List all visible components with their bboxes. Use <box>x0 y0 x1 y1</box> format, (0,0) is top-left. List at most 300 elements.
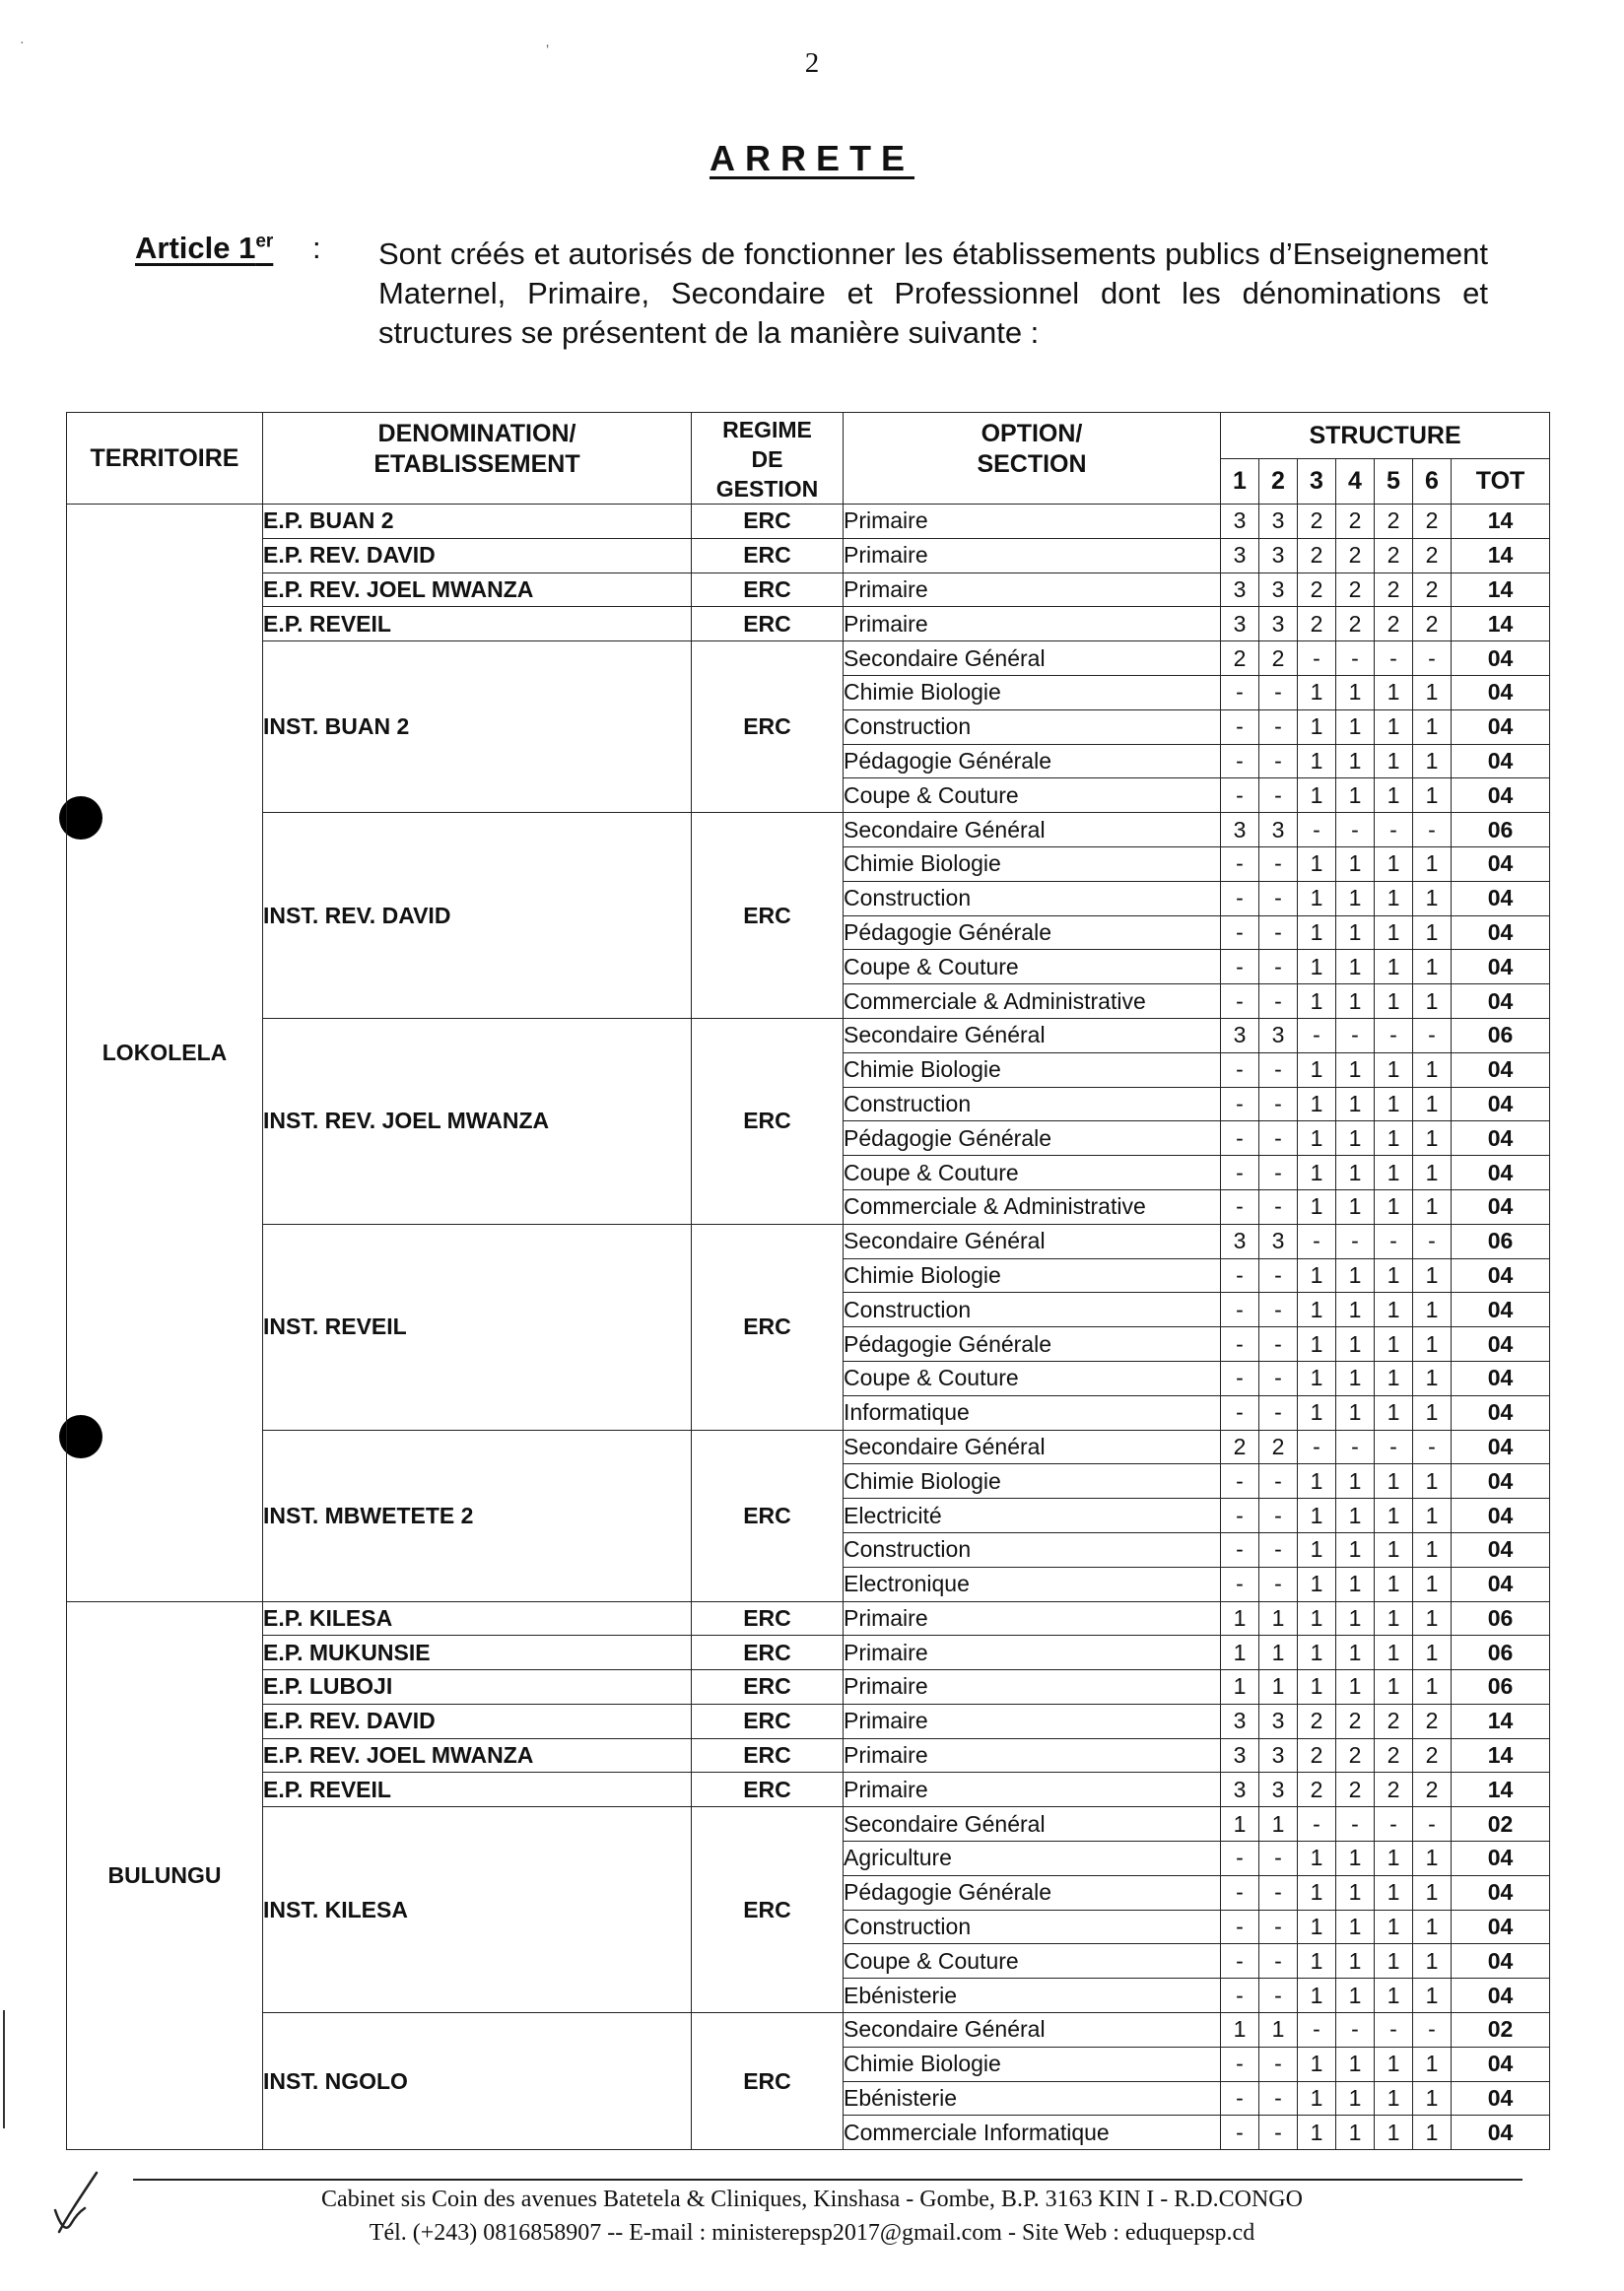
total-cell: 04 <box>1452 1395 1550 1430</box>
regime-cell: ERC <box>692 1224 844 1430</box>
structure-cell-6: 1 <box>1413 1875 1452 1910</box>
structure-cell-5: - <box>1375 641 1413 676</box>
option-cell: Commerciale & Administrative <box>844 984 1221 1019</box>
structure-cell-6: 1 <box>1413 1499 1452 1533</box>
total-cell: 04 <box>1452 1189 1550 1224</box>
structure-cell-4: 1 <box>1336 1670 1375 1705</box>
structure-cell-4: 1 <box>1336 1052 1375 1087</box>
structure-cell-4: 1 <box>1336 984 1375 1019</box>
header-col-5: 5 <box>1375 459 1413 505</box>
structure-cell-2: - <box>1259 2081 1298 2116</box>
structure-cell-5: 1 <box>1375 2116 1413 2150</box>
total-cell: 06 <box>1452 1018 1550 1052</box>
option-cell: Secondaire Général <box>844 1807 1221 1842</box>
structure-cell-6: 1 <box>1413 1327 1452 1362</box>
document-title <box>0 138 1624 179</box>
denomination-cell: E.P. REVEIL <box>263 607 692 641</box>
structure-cell-4: 2 <box>1336 505 1375 539</box>
structure-cell-6: 1 <box>1413 1532 1452 1567</box>
structure-cell-6: 1 <box>1413 1395 1452 1430</box>
structure-cell-5: 1 <box>1375 1189 1413 1224</box>
structure-cell-3: - <box>1298 2013 1336 2048</box>
structure-cell-2: - <box>1259 1499 1298 1533</box>
territoire-cell: LOKOLELA <box>67 505 263 1602</box>
structure-cell-6: 1 <box>1413 1121 1452 1156</box>
structure-cell-6: 1 <box>1413 1601 1452 1636</box>
structure-cell-1: - <box>1221 984 1259 1019</box>
structure-cell-5: 1 <box>1375 1567 1413 1601</box>
structure-cell-4: 1 <box>1336 1258 1375 1293</box>
structure-cell-2: 3 <box>1259 813 1298 847</box>
structure-cell-2: - <box>1259 1361 1298 1395</box>
structure-cell-1: - <box>1221 1567 1259 1601</box>
structure-cell-5: 1 <box>1375 1395 1413 1430</box>
structure-cell-1: - <box>1221 1121 1259 1156</box>
structure-cell-5: 2 <box>1375 1738 1413 1773</box>
option-cell: Primaire <box>844 1670 1221 1705</box>
option-cell: Pédagogie Générale <box>844 915 1221 950</box>
structure-cell-2: - <box>1259 675 1298 709</box>
table-row <box>67 1636 1550 1670</box>
footer-rule <box>133 2179 1522 2181</box>
structure-cell-2: - <box>1259 778 1298 813</box>
table-row <box>67 1224 1550 1258</box>
structure-cell-3: 1 <box>1298 1601 1336 1636</box>
structure-cell-6: 1 <box>1413 1052 1452 1087</box>
structure-cell-1: - <box>1221 1875 1259 1910</box>
structure-cell-2: - <box>1259 1979 1298 2013</box>
total-cell: 04 <box>1452 1499 1550 1533</box>
total-cell: 14 <box>1452 1773 1550 1807</box>
total-cell: 04 <box>1452 950 1550 984</box>
structure-cell-5: 1 <box>1375 1121 1413 1156</box>
structure-cell-4: 1 <box>1336 1636 1375 1670</box>
structure-cell-2: - <box>1259 1087 1298 1121</box>
denomination-cell: E.P. REVEIL <box>263 1773 692 1807</box>
total-cell: 04 <box>1452 2047 1550 2081</box>
structure-cell-1: 3 <box>1221 607 1259 641</box>
option-cell: Construction <box>844 1293 1221 1327</box>
structure-cell-2: - <box>1259 1944 1298 1979</box>
structure-cell-1: - <box>1221 1464 1259 1499</box>
option-cell: Coupe & Couture <box>844 1156 1221 1190</box>
structure-cell-4: 1 <box>1336 1327 1375 1362</box>
structure-cell-3: 1 <box>1298 1052 1336 1087</box>
denomination-cell: E.P. REV. DAVID <box>263 1704 692 1738</box>
option-cell: Construction <box>844 1532 1221 1567</box>
option-cell: Commerciale & Administrative <box>844 1189 1221 1224</box>
table-row <box>67 538 1550 573</box>
total-cell: 04 <box>1452 1258 1550 1293</box>
structure-cell-6: 1 <box>1413 1293 1452 1327</box>
structure-cell-5: 1 <box>1375 950 1413 984</box>
structure-cell-5: - <box>1375 813 1413 847</box>
structure-cell-5: 2 <box>1375 607 1413 641</box>
option-cell: Commerciale Informatique <box>844 2116 1221 2150</box>
structure-cell-3: 1 <box>1298 675 1336 709</box>
structure-cell-1: - <box>1221 1327 1259 1362</box>
total-cell: 06 <box>1452 1224 1550 1258</box>
structure-cell-6: 1 <box>1413 778 1452 813</box>
structure-cell-6: 1 <box>1413 1464 1452 1499</box>
structure-cell-5: 1 <box>1375 744 1413 778</box>
structure-cell-5: 1 <box>1375 709 1413 744</box>
structure-cell-6: - <box>1413 1807 1452 1842</box>
option-cell: Informatique <box>844 1395 1221 1430</box>
structure-cell-4: - <box>1336 641 1375 676</box>
structure-cell-4: 1 <box>1336 1293 1375 1327</box>
structure-cell-5: - <box>1375 1018 1413 1052</box>
structure-cell-4: 1 <box>1336 709 1375 744</box>
structure-cell-4: - <box>1336 1807 1375 1842</box>
structure-cell-2: - <box>1259 950 1298 984</box>
denomination-cell: E.P. REV. DAVID <box>263 538 692 573</box>
option-cell: Construction <box>844 1087 1221 1121</box>
structure-cell-3: 1 <box>1298 778 1336 813</box>
total-cell: 04 <box>1452 1087 1550 1121</box>
structure-cell-2: - <box>1259 1052 1298 1087</box>
structure-cell-1: - <box>1221 744 1259 778</box>
structure-cell-3: - <box>1298 1430 1336 1464</box>
structure-cell-1: - <box>1221 1499 1259 1533</box>
structure-cell-3: 2 <box>1298 607 1336 641</box>
structure-cell-6: 2 <box>1413 538 1452 573</box>
option-cell: Electricité <box>844 1499 1221 1533</box>
structure-cell-2: - <box>1259 881 1298 915</box>
table-row <box>67 1738 1550 1773</box>
structure-cell-3: 1 <box>1298 1327 1336 1362</box>
structure-cell-2: - <box>1259 1258 1298 1293</box>
structure-cell-3: - <box>1298 641 1336 676</box>
structure-cell-6: 1 <box>1413 2047 1452 2081</box>
denomination-cell: INST. MBWETETE 2 <box>263 1430 692 1601</box>
structure-cell-6: - <box>1413 641 1452 676</box>
structure-cell-5: 1 <box>1375 984 1413 1019</box>
footer-address: Cabinet sis Coin des avenues Batetela & Cliniques, Kinshasa - Gombe, B.P. 3163 KIN I - R.D.CONGO <box>321 2187 1303 2212</box>
structure-cell-4: 1 <box>1336 675 1375 709</box>
structure-cell-6: 1 <box>1413 881 1452 915</box>
structure-cell-2: 3 <box>1259 573 1298 607</box>
structure-cell-4: 2 <box>1336 607 1375 641</box>
table-row <box>67 641 1550 676</box>
structure-cell-3: 1 <box>1298 1532 1336 1567</box>
table-row <box>67 1807 1550 1842</box>
structure-cell-2: 3 <box>1259 1018 1298 1052</box>
structure-cell-1: - <box>1221 2116 1259 2150</box>
structure-cell-6: 2 <box>1413 1704 1452 1738</box>
structure-cell-5: - <box>1375 2013 1413 2048</box>
table-row <box>67 1670 1550 1705</box>
structure-cell-1: 3 <box>1221 573 1259 607</box>
structure-cell-2: - <box>1259 915 1298 950</box>
regime-cell: ERC <box>692 573 844 607</box>
total-cell: 06 <box>1452 1601 1550 1636</box>
structure-cell-1: - <box>1221 915 1259 950</box>
regime-cell: ERC <box>692 2013 844 2150</box>
header-col-tot: TOT <box>1452 459 1550 505</box>
option-cell: Chimie Biologie <box>844 1052 1221 1087</box>
structure-cell-1: - <box>1221 1532 1259 1567</box>
option-cell: Ebénisterie <box>844 1979 1221 2013</box>
article-text: Sont créés et autorisés de fonctionner les établissements publics d’Enseignement Maternel, Primaire, Secondaire et Professionnel dont les dénominations et structures se présentent de la manière suivante : <box>378 236 1488 350</box>
total-cell: 04 <box>1452 1910 1550 1944</box>
structure-cell-2: 3 <box>1259 505 1298 539</box>
total-cell: 04 <box>1452 1464 1550 1499</box>
structure-cell-6: - <box>1413 1430 1452 1464</box>
option-cell: Primaire <box>844 1636 1221 1670</box>
structure-cell-1: - <box>1221 1910 1259 1944</box>
option-cell: Primaire <box>844 1738 1221 1773</box>
regime-cell: ERC <box>692 538 844 573</box>
structure-cell-4: 1 <box>1336 2047 1375 2081</box>
structure-cell-1: 3 <box>1221 1018 1259 1052</box>
structure-cell-4: 1 <box>1336 1842 1375 1876</box>
total-cell: 14 <box>1452 1704 1550 1738</box>
structure-cell-6: 1 <box>1413 1361 1452 1395</box>
option-cell: Agriculture <box>844 1842 1221 1876</box>
structure-cell-5: 1 <box>1375 1670 1413 1705</box>
regime-cell: ERC <box>692 1738 844 1773</box>
structure-cell-3: 2 <box>1298 505 1336 539</box>
structure-cell-3: - <box>1298 1018 1336 1052</box>
denomination-cell: INST. REVEIL <box>263 1224 692 1430</box>
structure-cell-3: 1 <box>1298 1910 1336 1944</box>
total-cell: 04 <box>1452 675 1550 709</box>
structure-cell-1: - <box>1221 1979 1259 2013</box>
regime-cell: ERC <box>692 505 844 539</box>
option-cell: Secondaire Général <box>844 1224 1221 1258</box>
structure-cell-5: 1 <box>1375 881 1413 915</box>
structure-cell-5: 2 <box>1375 538 1413 573</box>
structure-cell-1: - <box>1221 709 1259 744</box>
scan-specks: · , <box>20 34 550 49</box>
structure-cell-3: 1 <box>1298 1567 1336 1601</box>
structure-cell-4: 1 <box>1336 915 1375 950</box>
total-cell: 04 <box>1452 1293 1550 1327</box>
option-cell: Electronique <box>844 1567 1221 1601</box>
structure-cell-1: - <box>1221 1156 1259 1190</box>
table-row <box>67 1018 1550 1052</box>
structure-cell-3: 1 <box>1298 2116 1336 2150</box>
structure-cell-4: 1 <box>1336 1189 1375 1224</box>
structure-cell-6: 1 <box>1413 1087 1452 1121</box>
table-row <box>67 2013 1550 2048</box>
structure-cell-6: 1 <box>1413 1979 1452 2013</box>
total-cell: 06 <box>1452 813 1550 847</box>
article-label <box>135 231 273 266</box>
denomination-cell: E.P. BUAN 2 <box>263 505 692 539</box>
structure-cell-4: - <box>1336 813 1375 847</box>
structure-cell-6: 2 <box>1413 573 1452 607</box>
structure-cell-3: 1 <box>1298 1293 1336 1327</box>
structure-cell-6: 1 <box>1413 1156 1452 1190</box>
structure-cell-6: 1 <box>1413 709 1452 744</box>
structure-cell-4: 1 <box>1336 1156 1375 1190</box>
article-colon: : <box>312 231 321 265</box>
structure-cell-1: 3 <box>1221 1738 1259 1773</box>
structure-cell-1: - <box>1221 1395 1259 1430</box>
structure-cell-5: 1 <box>1375 2047 1413 2081</box>
header-col-1: 1 <box>1221 459 1259 505</box>
structure-cell-6: 1 <box>1413 1910 1452 1944</box>
structure-cell-6: 2 <box>1413 505 1452 539</box>
total-cell: 04 <box>1452 1361 1550 1395</box>
structure-cell-5: 1 <box>1375 1464 1413 1499</box>
structure-cell-1: 2 <box>1221 641 1259 676</box>
structure-cell-4: 1 <box>1336 1875 1375 1910</box>
total-cell: 04 <box>1452 984 1550 1019</box>
total-cell: 04 <box>1452 1979 1550 2013</box>
structure-cell-5: 1 <box>1375 1636 1413 1670</box>
regime-cell: ERC <box>692 1773 844 1807</box>
structure-cell-4: 2 <box>1336 1704 1375 1738</box>
structure-cell-5: 1 <box>1375 1979 1413 2013</box>
structure-cell-6: 1 <box>1413 915 1452 950</box>
denomination-cell: E.P. LUBOJI <box>263 1670 692 1705</box>
structure-cell-4: 1 <box>1336 846 1375 881</box>
structure-cell-6: 2 <box>1413 607 1452 641</box>
total-cell: 04 <box>1452 1121 1550 1156</box>
article-label-sup: er <box>255 231 274 252</box>
denomination-cell: E.P. REV. JOEL MWANZA <box>263 1738 692 1773</box>
structure-cell-4: 1 <box>1336 1361 1375 1395</box>
structure-cell-5: 1 <box>1375 915 1413 950</box>
total-cell: 14 <box>1452 607 1550 641</box>
regime-cell: ERC <box>692 813 844 1019</box>
structure-cell-2: - <box>1259 1875 1298 1910</box>
header-regime: REGIME DE GESTION <box>692 413 844 505</box>
structure-cell-5: 1 <box>1375 1258 1413 1293</box>
structure-cell-1: - <box>1221 1087 1259 1121</box>
structure-cell-2: 3 <box>1259 607 1298 641</box>
table-row <box>67 505 1550 539</box>
structure-cell-1: - <box>1221 1189 1259 1224</box>
denomination-cell: E.P. KILESA <box>263 1601 692 1636</box>
structure-cell-3: - <box>1298 813 1336 847</box>
total-cell: 04 <box>1452 709 1550 744</box>
total-cell: 04 <box>1452 744 1550 778</box>
option-cell: Chimie Biologie <box>844 2047 1221 2081</box>
structure-cell-5: 1 <box>1375 1875 1413 1910</box>
total-cell: 04 <box>1452 1327 1550 1362</box>
total-cell: 04 <box>1452 1944 1550 1979</box>
structure-cell-1: 3 <box>1221 505 1259 539</box>
structure-cell-1: - <box>1221 1258 1259 1293</box>
structure-cell-3: 2 <box>1298 1738 1336 1773</box>
structure-cell-1: 1 <box>1221 1807 1259 1842</box>
total-cell: 14 <box>1452 538 1550 573</box>
structure-cell-2: - <box>1259 1121 1298 1156</box>
structure-cell-6: 1 <box>1413 846 1452 881</box>
structure-cell-1: 3 <box>1221 1704 1259 1738</box>
structure-cell-4: 1 <box>1336 1395 1375 1430</box>
structure-cell-4: 1 <box>1336 1464 1375 1499</box>
structure-cell-3: 1 <box>1298 881 1336 915</box>
structure-cell-3: 1 <box>1298 1189 1336 1224</box>
structure-cell-1: - <box>1221 1052 1259 1087</box>
structure-cell-2: 1 <box>1259 1670 1298 1705</box>
structure-cell-2: 1 <box>1259 2013 1298 2048</box>
total-cell: 04 <box>1452 1875 1550 1910</box>
total-cell: 04 <box>1452 1052 1550 1087</box>
option-cell: Secondaire Général <box>844 2013 1221 2048</box>
regime-cell: ERC <box>692 1670 844 1705</box>
structure-cell-1: 1 <box>1221 1601 1259 1636</box>
structure-cell-4: 1 <box>1336 950 1375 984</box>
structure-cell-5: 2 <box>1375 1773 1413 1807</box>
structure-cell-5: 1 <box>1375 1087 1413 1121</box>
scan-margin-mark <box>3 2010 5 2128</box>
structure-cell-3: 1 <box>1298 1499 1336 1533</box>
option-cell: Secondaire Général <box>844 641 1221 676</box>
structure-cell-1: 3 <box>1221 1773 1259 1807</box>
structure-cell-3: - <box>1298 1807 1336 1842</box>
header-structure: STRUCTURE <box>1221 413 1550 459</box>
option-cell: Primaire <box>844 505 1221 539</box>
total-cell: 04 <box>1452 1156 1550 1190</box>
structure-cell-4: 1 <box>1336 744 1375 778</box>
denomination-cell: INST. REV. JOEL MWANZA <box>263 1018 692 1224</box>
regime-cell: ERC <box>692 1807 844 2013</box>
structure-cell-3: 1 <box>1298 1842 1336 1876</box>
structure-cell-2: 3 <box>1259 538 1298 573</box>
page-number: 2 <box>804 47 820 79</box>
structure-cell-4: 1 <box>1336 1601 1375 1636</box>
regime-cell: ERC <box>692 607 844 641</box>
total-cell: 06 <box>1452 1670 1550 1705</box>
structure-cell-1: - <box>1221 1361 1259 1395</box>
option-cell: Chimie Biologie <box>844 846 1221 881</box>
structure-cell-1: - <box>1221 778 1259 813</box>
option-cell: Construction <box>844 1910 1221 1944</box>
structure-cell-6: 1 <box>1413 744 1452 778</box>
structure-cell-1: 3 <box>1221 813 1259 847</box>
structure-cell-2: 2 <box>1259 641 1298 676</box>
total-cell: 04 <box>1452 1430 1550 1464</box>
structure-cell-1: 1 <box>1221 1670 1259 1705</box>
structure-cell-3: 1 <box>1298 915 1336 950</box>
structure-cell-6: 1 <box>1413 675 1452 709</box>
structure-cell-6: 1 <box>1413 984 1452 1019</box>
option-cell: Primaire <box>844 573 1221 607</box>
option-cell: Pédagogie Générale <box>844 744 1221 778</box>
structure-cell-4: 2 <box>1336 1773 1375 1807</box>
option-cell: Pédagogie Générale <box>844 1327 1221 1362</box>
structure-cell-3: 1 <box>1298 984 1336 1019</box>
structure-cell-5: 2 <box>1375 573 1413 607</box>
total-cell: 14 <box>1452 505 1550 539</box>
structure-cell-4: - <box>1336 2013 1375 2048</box>
structure-cell-2: - <box>1259 1532 1298 1567</box>
structure-cell-2: - <box>1259 1842 1298 1876</box>
structure-cell-5: 1 <box>1375 846 1413 881</box>
regime-cell: ERC <box>692 1636 844 1670</box>
structure-cell-6: 1 <box>1413 950 1452 984</box>
header-col-2: 2 <box>1259 459 1298 505</box>
structure-cell-1: 3 <box>1221 1224 1259 1258</box>
structure-cell-3: 1 <box>1298 846 1336 881</box>
structure-cell-5: - <box>1375 1430 1413 1464</box>
table-row <box>67 1704 1550 1738</box>
structure-cell-5: 1 <box>1375 1910 1413 1944</box>
structure-cell-6: 1 <box>1413 2081 1452 2116</box>
structure-cell-6: 2 <box>1413 1738 1452 1773</box>
structure-cell-4: 1 <box>1336 1979 1375 2013</box>
table-row <box>67 813 1550 847</box>
structure-cell-2: - <box>1259 1293 1298 1327</box>
structure-cell-5: 1 <box>1375 1842 1413 1876</box>
structure-cell-2: - <box>1259 846 1298 881</box>
